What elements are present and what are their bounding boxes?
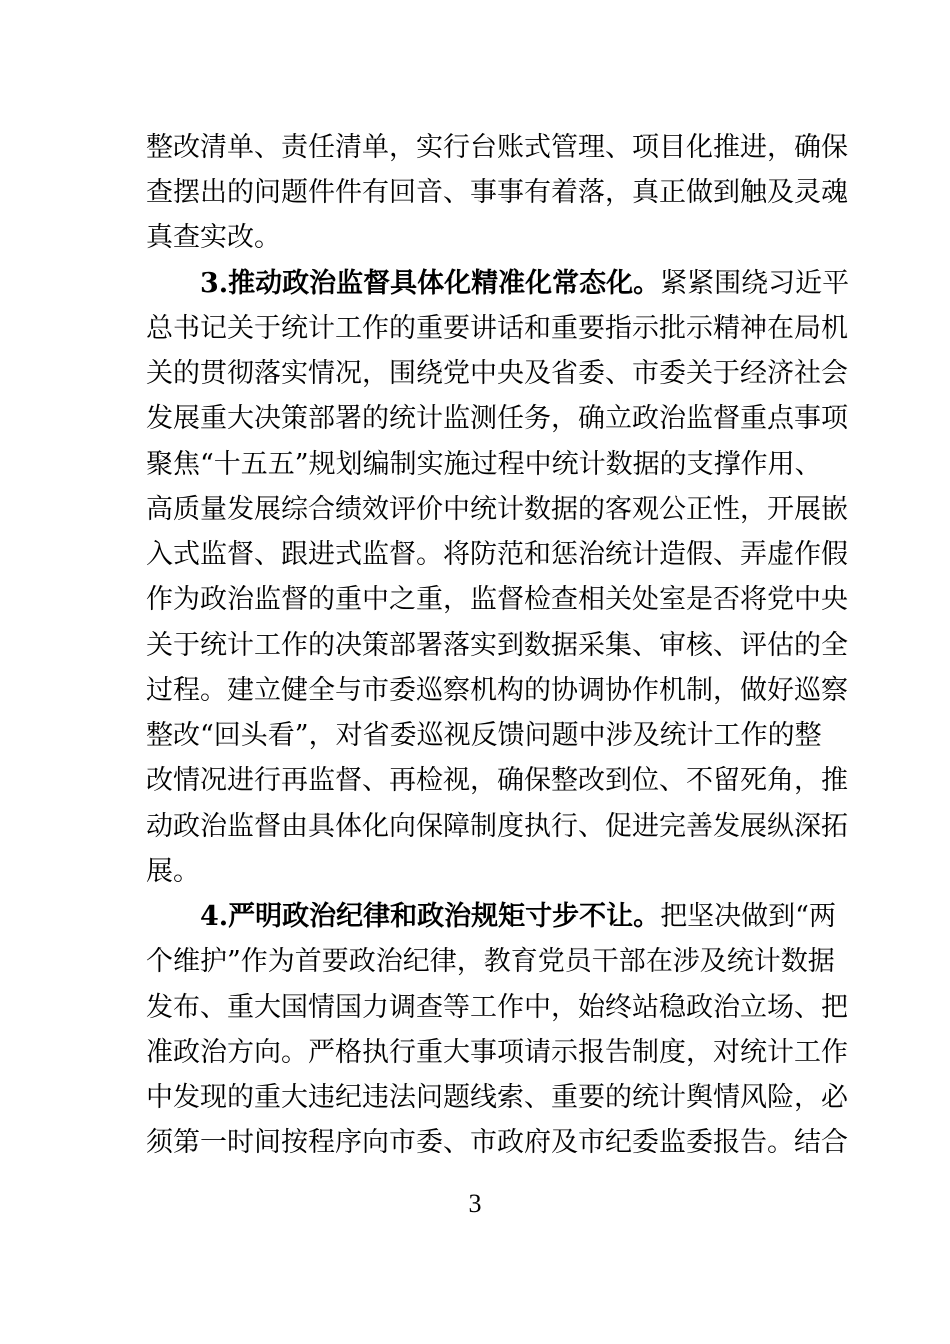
section-4-first-line-text: 把坚决做到“两: [660, 901, 836, 932]
paragraph-line: 个维护”作为首要政治纪律，教育党员干部在涉及统计数据: [146, 946, 835, 977]
paragraph-line: 关的贯彻落实情况，围绕党中央及省委、市委关于经济社会: [146, 358, 848, 389]
paragraph-line: 过程。建立健全与市委巡察机构的协调协作机制，做好巡察: [146, 675, 848, 706]
paragraph-line: 整改清单、责任清单，实行台账式管理、项目化推进，确保: [146, 132, 848, 163]
paragraph-line: 展。: [146, 856, 200, 887]
paragraph-line: 发布、重大国情国力调查等工作中，始终站稳政治立场、把: [146, 992, 848, 1023]
paragraph-line: 高质量发展综合绩效评价中统计数据的客观公正性，开展嵌: [146, 494, 848, 525]
section-3-first-line: [200, 262, 850, 306]
paragraph-line: 入式监督、跟进式监督。将防范和惩治统计造假、弄虚作假: [146, 539, 848, 570]
page-number: 3: [468, 1189, 482, 1218]
paragraph-line: 改情况进行再监督、再检视，确保整改到位、不留死角，推: [146, 765, 848, 796]
paragraph-line: 中发现的重大违纪违法问题线索、重要的统计舆情风险，必: [146, 1082, 848, 1113]
paragraph-line: 查摆出的问题件件有回音、事事有着落，真正做到触及灵魂: [146, 177, 848, 208]
section-4-heading: 4.严明政治纪律和政治规矩寸步不让。: [200, 901, 661, 932]
paragraph-line: 整改“回头看”，对省委巡视反馈问题中涉及统计工作的整: [146, 720, 822, 751]
paragraph-line: 总书记关于统计工作的重要讲话和重要指示批示精神在局机: [146, 313, 848, 344]
section-3-first-line-text: 紧紧围绕习近平: [660, 268, 850, 299]
paragraph-line: 准政治方向。严格执行重大事项请示报告制度，对统计工作: [146, 1037, 848, 1068]
paragraph-line: 聚焦“十五五”规划编制实施过程中统计数据的支撑作用、: [146, 449, 822, 480]
paragraph-line: 发展重大决策部署的统计监测任务，确立政治监督重点事项: [146, 403, 848, 434]
paragraph-line: 真查实改。: [146, 222, 281, 253]
paragraph-line: 动政治监督由具体化向保障制度执行、促进完善发展纵深拓: [146, 811, 848, 842]
paragraph-line: 关于统计工作的决策部署落实到数据采集、审核、评估的全: [146, 630, 848, 661]
paragraph-line: 作为政治监督的重中之重，监督检查相关处室是否将党中央: [146, 584, 848, 615]
paragraph-line: 须第一时间按程序向市委、市政府及市纪委监委报告。结合: [146, 1127, 848, 1158]
section-3-heading: 3.推动政治监督具体化精准化常态化。: [200, 268, 661, 299]
section-4-first-line: [200, 895, 836, 939]
